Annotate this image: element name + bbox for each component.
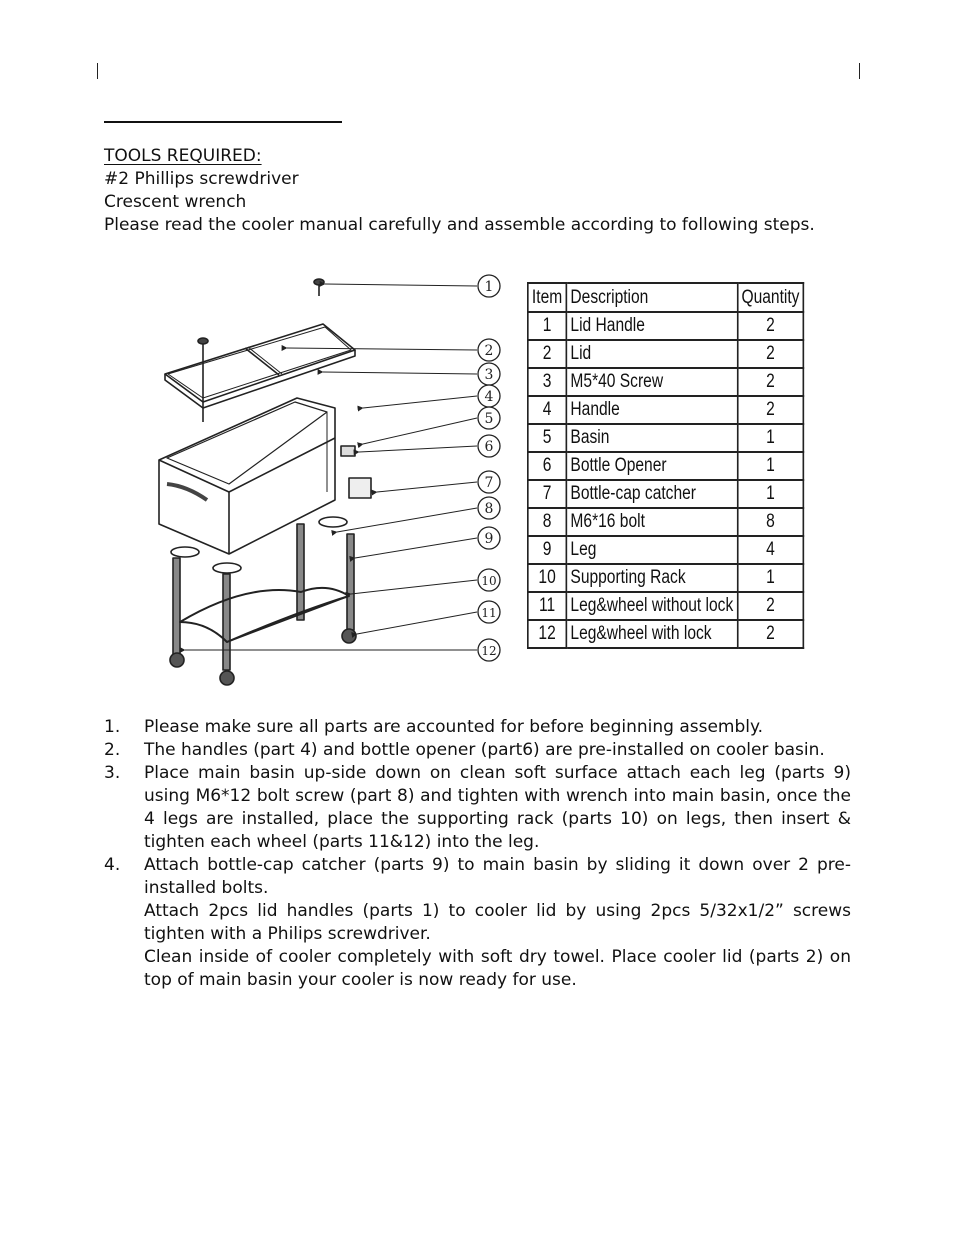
parts-figure bbox=[137, 262, 827, 698]
header-item: Item bbox=[528, 283, 567, 312]
cell-description: Leg&wheel without lock bbox=[566, 592, 737, 620]
callout-6: 6 bbox=[484, 439, 494, 455]
step-text: Clean inside of cooler completely with soft dry towel. Place cooler lid (parts 2) on top of main basin your cooler is now ready for use. bbox=[144, 947, 851, 990]
assembly-steps bbox=[104, 716, 851, 992]
table-row bbox=[528, 508, 804, 536]
table-row bbox=[528, 536, 804, 564]
basin-shape bbox=[159, 398, 335, 554]
cell-quantity: 2 bbox=[737, 312, 803, 340]
step-item bbox=[104, 739, 851, 762]
callout-11: 11 bbox=[481, 606, 497, 620]
step-item bbox=[104, 762, 851, 854]
intro-section bbox=[104, 145, 864, 237]
callout-3: 3 bbox=[484, 367, 494, 383]
cell-description: Handle bbox=[566, 396, 737, 424]
step-text: Place main basin up-side down on clean soft surface attach each leg (parts 9) using M6*12 bolt screw (part 8) and tighten with wrench into main basin, once the 4 legs are installed, place the supporting rack (parts 10) on legs, then insert & tighten each wheel (parts 11&12) into the leg. bbox=[144, 763, 851, 852]
cell-description: M5*40 Screw bbox=[566, 368, 737, 396]
cell-description: Basin bbox=[566, 424, 737, 452]
cell-quantity: 1 bbox=[737, 480, 803, 508]
cell-description: Lid Handle bbox=[566, 312, 737, 340]
tool-item: Crescent wrench bbox=[104, 192, 247, 212]
corner-mark-right bbox=[859, 63, 860, 79]
cell-quantity: 2 bbox=[737, 592, 803, 620]
cell-item: 5 bbox=[528, 424, 567, 452]
step-text: Please make sure all parts are accounted for before beginning assembly. bbox=[144, 717, 764, 737]
callout-12: 12 bbox=[481, 644, 497, 658]
callout-2: 2 bbox=[484, 343, 494, 359]
cell-item: 10 bbox=[528, 564, 567, 592]
header-quantity: Quantity bbox=[737, 283, 803, 312]
step-text: Attach 2pcs lid handles (parts 1) to cooler lid by using 2pcs 5/32x1/2” screws tighten with a Philips screwdriver. bbox=[144, 901, 851, 944]
cell-quantity: 1 bbox=[737, 452, 803, 480]
cell-quantity: 2 bbox=[737, 396, 803, 424]
step-number: 4. bbox=[104, 855, 121, 875]
cell-item: 6 bbox=[528, 452, 567, 480]
step-text: The handles (part 4) and bottle opener (part6) are pre-installed on cooler basin. bbox=[144, 740, 825, 760]
cell-quantity: 1 bbox=[737, 564, 803, 592]
tools-heading: TOOLS REQUIRED: bbox=[104, 146, 262, 166]
parts-table bbox=[527, 282, 804, 649]
cell-quantity: 4 bbox=[737, 536, 803, 564]
callout-10: 10 bbox=[481, 574, 497, 588]
table-row bbox=[528, 312, 804, 340]
cell-quantity: 2 bbox=[737, 620, 803, 648]
instructions-note: Please read the cooler manual carefully and assemble according to following steps. bbox=[104, 215, 815, 235]
step-text: Attach bottle-cap catcher (parts 9) to main basin by sliding it down over 2 pre-installed bolts. bbox=[144, 855, 851, 898]
cell-item: 12 bbox=[528, 620, 567, 648]
cell-description: Bottle-cap catcher bbox=[566, 480, 737, 508]
cell-quantity: 1 bbox=[737, 424, 803, 452]
cell-description: Leg bbox=[566, 536, 737, 564]
table-row bbox=[528, 424, 804, 452]
cell-item: 1 bbox=[528, 312, 567, 340]
cell-description: Bottle Opener bbox=[566, 452, 737, 480]
table-row bbox=[528, 564, 804, 592]
cell-quantity: 8 bbox=[737, 508, 803, 536]
table-row bbox=[528, 368, 804, 396]
tool-item: #2 Phillips screwdriver bbox=[104, 169, 299, 189]
cell-item: 4 bbox=[528, 396, 567, 424]
parts-table-body bbox=[528, 312, 804, 648]
cell-description: M6*16 bolt bbox=[566, 508, 737, 536]
cell-item: 3 bbox=[528, 368, 567, 396]
cell-item: 9 bbox=[528, 536, 567, 564]
callout-1: 1 bbox=[484, 279, 494, 295]
cell-quantity: 2 bbox=[737, 340, 803, 368]
cell-description: Leg&wheel with lock bbox=[566, 620, 737, 648]
exploded-cooler-diagram bbox=[137, 262, 527, 698]
step-number: 2. bbox=[104, 740, 121, 760]
step-item bbox=[104, 716, 851, 739]
callout-4: 4 bbox=[484, 389, 494, 405]
header-rule bbox=[104, 121, 342, 123]
cell-item: 7 bbox=[528, 480, 567, 508]
cell-quantity: 2 bbox=[737, 368, 803, 396]
corner-mark-left bbox=[97, 63, 98, 79]
cell-item: 2 bbox=[528, 340, 567, 368]
table-row bbox=[528, 340, 804, 368]
table-row bbox=[528, 452, 804, 480]
lid-shape bbox=[165, 324, 355, 402]
step-number: 3. bbox=[104, 763, 121, 783]
callout-5: 5 bbox=[484, 411, 494, 427]
callout-9: 9 bbox=[484, 531, 494, 547]
cell-description: Supporting Rack bbox=[566, 564, 737, 592]
step-number: 1. bbox=[104, 717, 121, 737]
callout-7: 7 bbox=[484, 475, 494, 491]
cell-description: Lid bbox=[566, 340, 737, 368]
table-row bbox=[528, 480, 804, 508]
table-row bbox=[528, 592, 804, 620]
table-row bbox=[528, 620, 804, 648]
table-header-row bbox=[528, 283, 804, 312]
supporting-rack-shape bbox=[180, 588, 349, 642]
table-row bbox=[528, 396, 804, 424]
cell-item: 11 bbox=[528, 592, 567, 620]
step-item bbox=[104, 854, 851, 992]
header-description: Description bbox=[566, 283, 737, 312]
cell-item: 8 bbox=[528, 508, 567, 536]
callout-8: 8 bbox=[484, 501, 494, 517]
